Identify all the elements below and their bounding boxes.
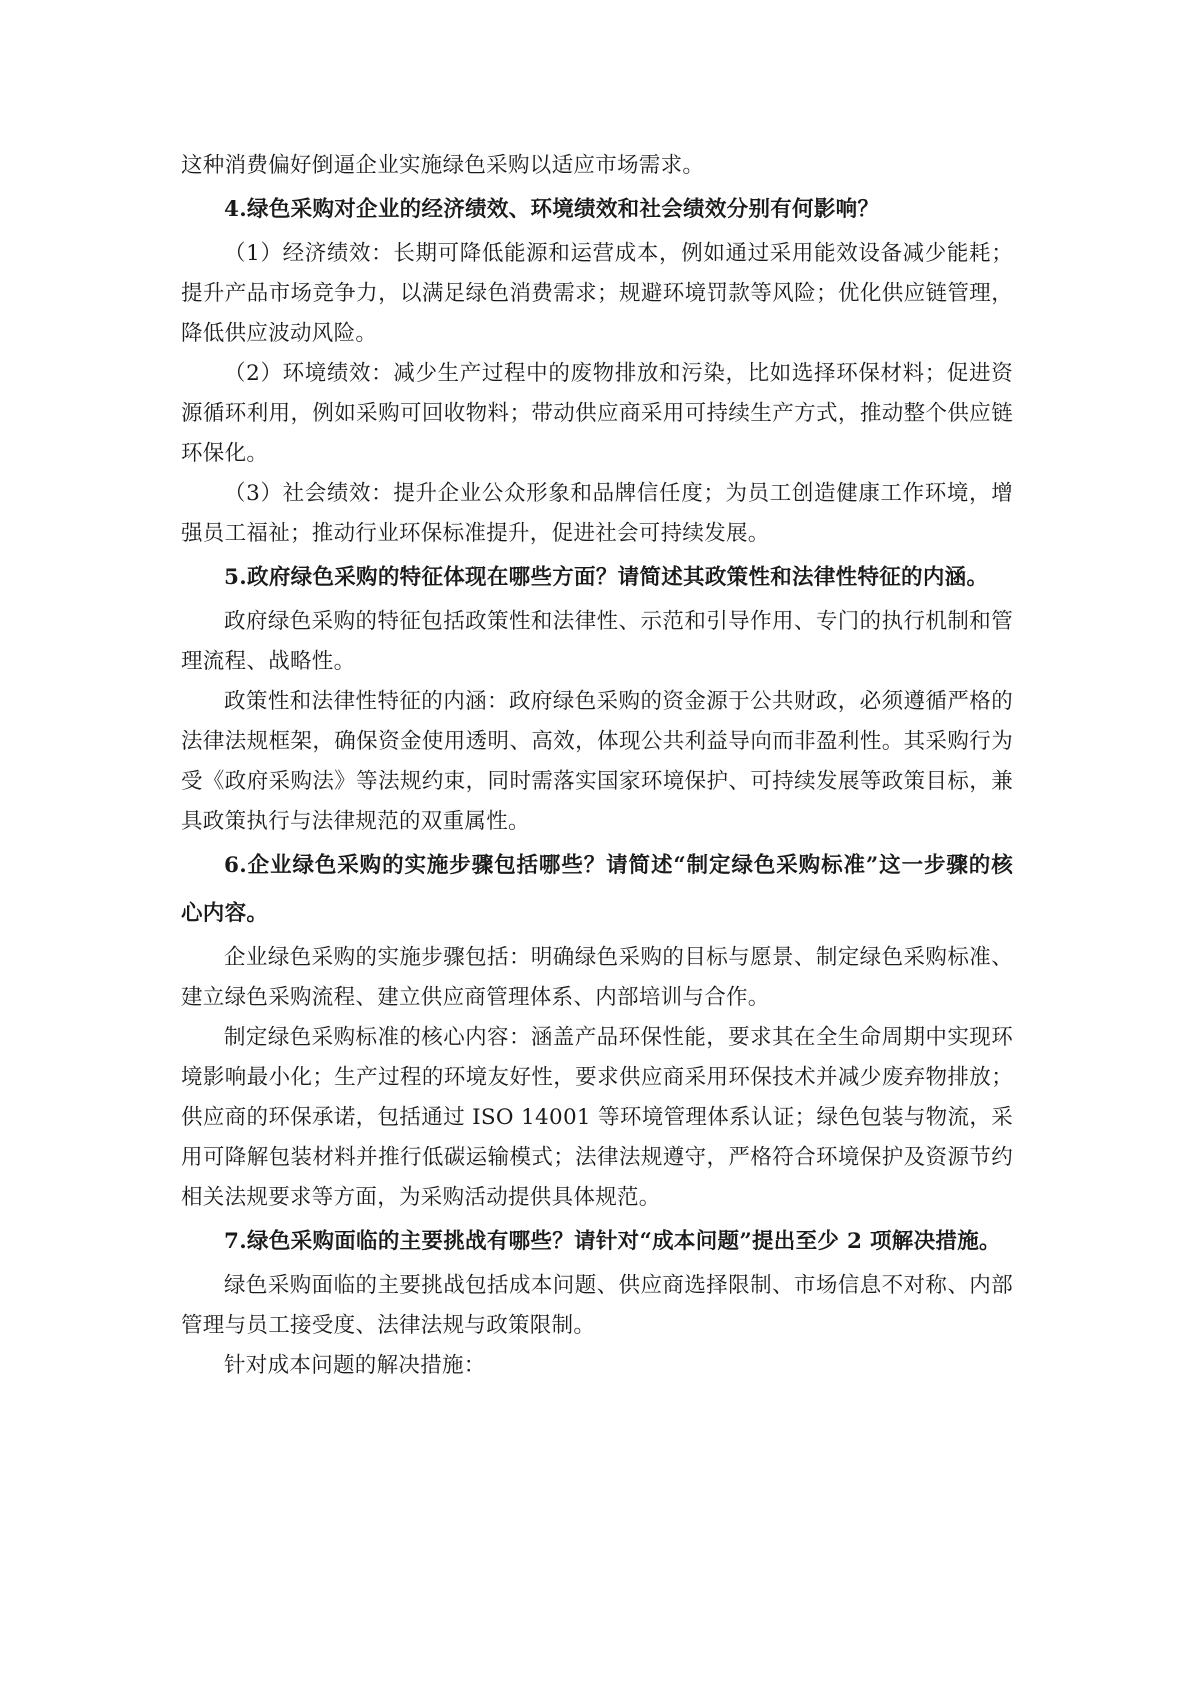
paragraph-cost-measures: 针对成本问题的解决措施： <box>224 1353 486 1378</box>
paragraph-environmental-performance: （2）环境绩效：减少生产过程中的废物排放和污染，比如选择环保材料；促进资源循环利用，例如采购可回收物料；带动供应商采用可持续生产方式，推动整个供应链环保化。 <box>181 361 1013 466</box>
question-7-heading: 7.绿色采购面临的主要挑战有哪些？请针对“成本问题”提出至少 2 项解决措施。 <box>224 1229 1001 1254</box>
question-6-heading: 6.企业绿色采购的实施步骤包括哪些？请简述“制定绿色采购标准”这一步骤的核心内容。 <box>181 853 1014 926</box>
paragraph-gov-features: 政府绿色采购的特征包括政策性和法律性、示范和引导作用、专门的执行机制和管理流程、战略性。 <box>181 609 1013 674</box>
paragraph-economic-performance: （1）经济绩效：长期可降低能源和运营成本，例如通过采用能效设备减少能耗；提升产品市场竞争力，以满足绿色消费需求；规避环境罚款等风险；优化供应链管理，降低供应波动风险。 <box>181 241 1013 346</box>
paragraph-policy-legal: 政策性和法律性特征的内涵：政府绿色采购的资金源于公共财政，必须遵循严格的法律法规框架，确保资金使用透明、高效，体现公共利益导向而非盈利性。其采购行为受《政府采购法》等法规约束，同时需落实国家环境保护、可持续发展等政策目标，兼具政策执行与法律规范的双重属性。 <box>181 689 1013 834</box>
document-page <box>181 146 1013 1386</box>
paragraph-standards-core: 制定绿色采购标准的核心内容：涵盖产品环保性能，要求其在全生命周期中实现环境影响最小化；生产过程的环境友好性，要求供应商采用环保技术并减少废弃物排放；供应商的环保承诺，包括通过 ISO 14001 等环境管理体系认证；绿色包装与物流，采用可降解包装材料并推行低碳运输模式；法律法规遵守，严格符合环境保护及资源节约相关法规要求等方面，为采购活动提供具体规范。 <box>181 1025 1013 1210</box>
question-5-heading: 5.政府绿色采购的特征体现在哪些方面？请简述其政策性和法律性特征的内涵。 <box>224 565 989 590</box>
paragraph-implementation-steps: 企业绿色采购的实施步骤包括：明确绿色采购的目标与愿景、制定绿色采购标准、建立绿色采购流程、建立供应商管理体系、内部培训与合作。 <box>181 945 1013 1010</box>
paragraph-challenges: 绿色采购面临的主要挑战包括成本问题、供应商选择限制、市场信息不对称、内部管理与员工接受度、法律法规与政策限制。 <box>181 1273 1013 1338</box>
paragraph-1: 这种消费偏好倒逼企业实施绿色采购以适应市场需求。 <box>181 153 705 178</box>
question-4-heading: 4.绿色采购对企业的经济绩效、环境绩效和社会绩效分别有何影响？ <box>224 197 880 222</box>
paragraph-social-performance: （3）社会绩效：提升企业公众形象和品牌信任度；为员工创造健康工作环境，增强员工福祉；推动行业环保标准提升，促进社会可持续发展。 <box>181 481 1013 546</box>
